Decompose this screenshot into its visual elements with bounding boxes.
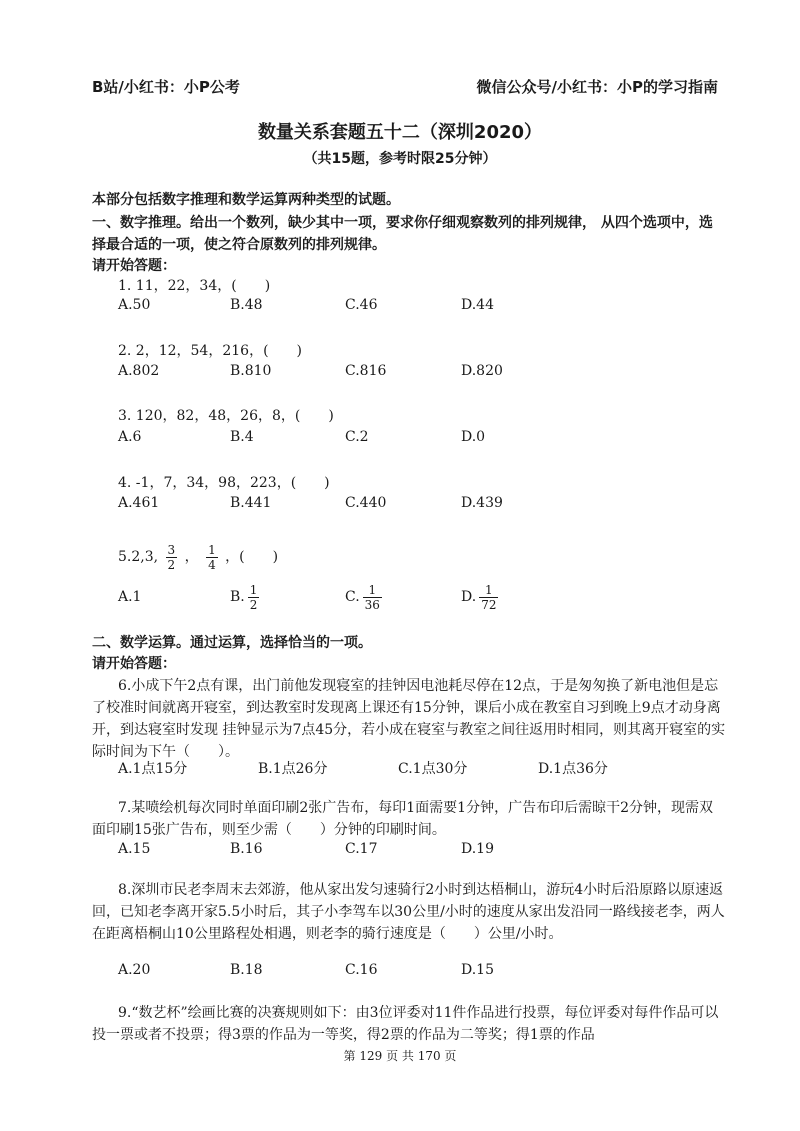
question-9-stem: 9.“数艺杯”绘画比赛的决赛规则如下：由3位评委对11件作品进行投票，每位评委对每件作品可以投一票或者不投票；得3票的作品为一等奖，得2票的作品为二等奖；得1票的作品 xyxy=(92,1005,719,1043)
question-5-separator: ， xyxy=(184,549,199,565)
option-d: D.439 xyxy=(461,495,503,511)
option-b: B.4 xyxy=(230,429,254,445)
question-6-stem: 6.小成下午2点有课，出门前他发现寝室的挂钟因电池耗尽停在12点，于是匆匆换了新电池但是忘了校准时间就离开寝室，到达教室时发现离上课还有15分钟，课后小成在教室自习到晚上9点才动身离开，到达寝室时发现 挂钟显示为7点45分，若小成在寝室与教室之间往返用时相同，则其离开寝室的实际时间为下午（ ）。 xyxy=(92,678,726,760)
option-d-label: D. xyxy=(461,589,477,605)
option-c: C.440 xyxy=(345,495,387,511)
option-d: D.44 xyxy=(461,297,494,313)
option-b: B.441 xyxy=(230,495,272,511)
fraction-3-2 xyxy=(166,543,178,572)
option-c xyxy=(345,580,385,614)
fraction-numerator: 3 xyxy=(167,542,176,557)
question-4-options xyxy=(118,495,718,517)
section1-heading: 一、数字推理。给出一个数列，缺少其中一项，要求你仔细观察数列的排列规律， 从四个选项中，选择最合适的一项，使之符合原数列的排列规律。 xyxy=(92,215,713,253)
fraction-numerator: 1 xyxy=(208,542,216,557)
question-3-stem: 3. 120，82，48，26，8，( ) xyxy=(118,408,334,424)
option-a: A.1 xyxy=(118,589,142,605)
question-2-stem: 2. 2，12，54，216，( ) xyxy=(118,343,302,359)
option-a: A.15 xyxy=(118,841,151,857)
option-b-label: B. xyxy=(230,589,245,605)
option-d: D.15 xyxy=(461,962,494,978)
header-right: 微信公众号/小红书：小P的学习指南 xyxy=(476,78,718,96)
fraction-numerator: 1 xyxy=(363,583,382,598)
section2-start: 请开始答题： xyxy=(92,656,176,672)
question-7-options xyxy=(118,841,718,863)
option-b: B.18 xyxy=(230,962,263,978)
question-5-options xyxy=(118,580,718,614)
option-b: B.1点26分 xyxy=(258,761,328,777)
question-6-options xyxy=(118,758,718,780)
option-b-fraction xyxy=(248,583,260,612)
question-4-stem: 4. -1，7，34，98，223，( ) xyxy=(118,475,330,491)
option-c-fraction xyxy=(363,583,382,612)
option-b: B.48 xyxy=(230,297,263,313)
option-d: D.1点36分 xyxy=(538,761,608,777)
fraction-denominator: 4 xyxy=(208,557,216,572)
fraction-denominator: 2 xyxy=(167,557,176,572)
option-a: A.1点15分 xyxy=(118,761,188,777)
intro-text: 本部分包括数字推理和数学运算两种类型的试题。 xyxy=(92,192,400,208)
question-5-prefix: 5.2,3, xyxy=(118,549,159,565)
question-5-stem xyxy=(118,540,758,574)
option-d xyxy=(461,580,501,614)
option-d-fraction xyxy=(479,583,498,612)
option-c: C.2 xyxy=(345,429,369,445)
page-subtitle: （共15题，参考时限25分钟） xyxy=(303,151,497,167)
option-b: B.810 xyxy=(230,363,272,379)
fraction-denominator: 2 xyxy=(249,597,258,612)
option-a: A.50 xyxy=(118,297,151,313)
question-5-blank: ，( ) xyxy=(225,549,279,565)
option-a: A.461 xyxy=(118,495,160,511)
option-d: D.19 xyxy=(461,841,494,857)
fraction-denominator: 72 xyxy=(481,597,497,612)
option-a: A.802 xyxy=(118,363,160,379)
question-3-options xyxy=(118,429,718,451)
option-c: C.816 xyxy=(345,363,387,379)
fraction-numerator: 1 xyxy=(249,582,258,597)
option-c-label: C. xyxy=(345,589,360,605)
option-d: D.0 xyxy=(461,429,486,445)
fraction-denominator: 36 xyxy=(364,597,380,612)
fraction-1-4 xyxy=(206,543,218,572)
question-8-options xyxy=(118,962,718,984)
question-1-options xyxy=(118,297,718,319)
question-7-stem: 7.某喷绘机每次同时单面印刷2张广告布，每印1面需要1分钟，广告布印后需晾干2分钟，现需双面印刷15张广告布，则至少需（ ）分钟的印刷时间。 xyxy=(92,800,713,838)
section1-start: 请开始答题： xyxy=(92,258,176,274)
option-c: C.46 xyxy=(345,297,378,313)
option-c: C.1点30分 xyxy=(398,761,468,777)
question-8-stem: 8.深圳市民老李周末去郊游，他从家出发匀速骑行2小时到达梧桐山，游玩4小时后沿原路以原速返回，已知老李离开家5.5小时后，其子小李驾车以30公里/小时的速度从家出发沿同一路线接老李，两人在距离梧桐山10公里路程处相遇，则老李的骑行速度是（ ）公里/小时。 xyxy=(92,882,725,942)
question-2-options xyxy=(118,363,718,385)
option-a: A.20 xyxy=(118,962,151,978)
fraction-numerator: 1 xyxy=(479,583,498,598)
option-c: C.17 xyxy=(345,841,378,857)
header-left: B站/小红书：小P公考 xyxy=(92,78,240,96)
section2-heading: 二、数学运算。通过运算，选择恰当的一项。 xyxy=(92,635,372,651)
option-d: D.820 xyxy=(461,363,503,379)
page-title: 数量关系套题五十二（深圳2020） xyxy=(257,122,543,143)
option-a: A.6 xyxy=(118,429,142,445)
option-b: B.16 xyxy=(230,841,263,857)
question-1-stem: 1. 11，22，34，( ) xyxy=(118,278,271,294)
option-b xyxy=(230,580,262,614)
option-c: C.16 xyxy=(345,962,378,978)
page-number: 第 129 页 共 170 页 xyxy=(343,1049,457,1063)
